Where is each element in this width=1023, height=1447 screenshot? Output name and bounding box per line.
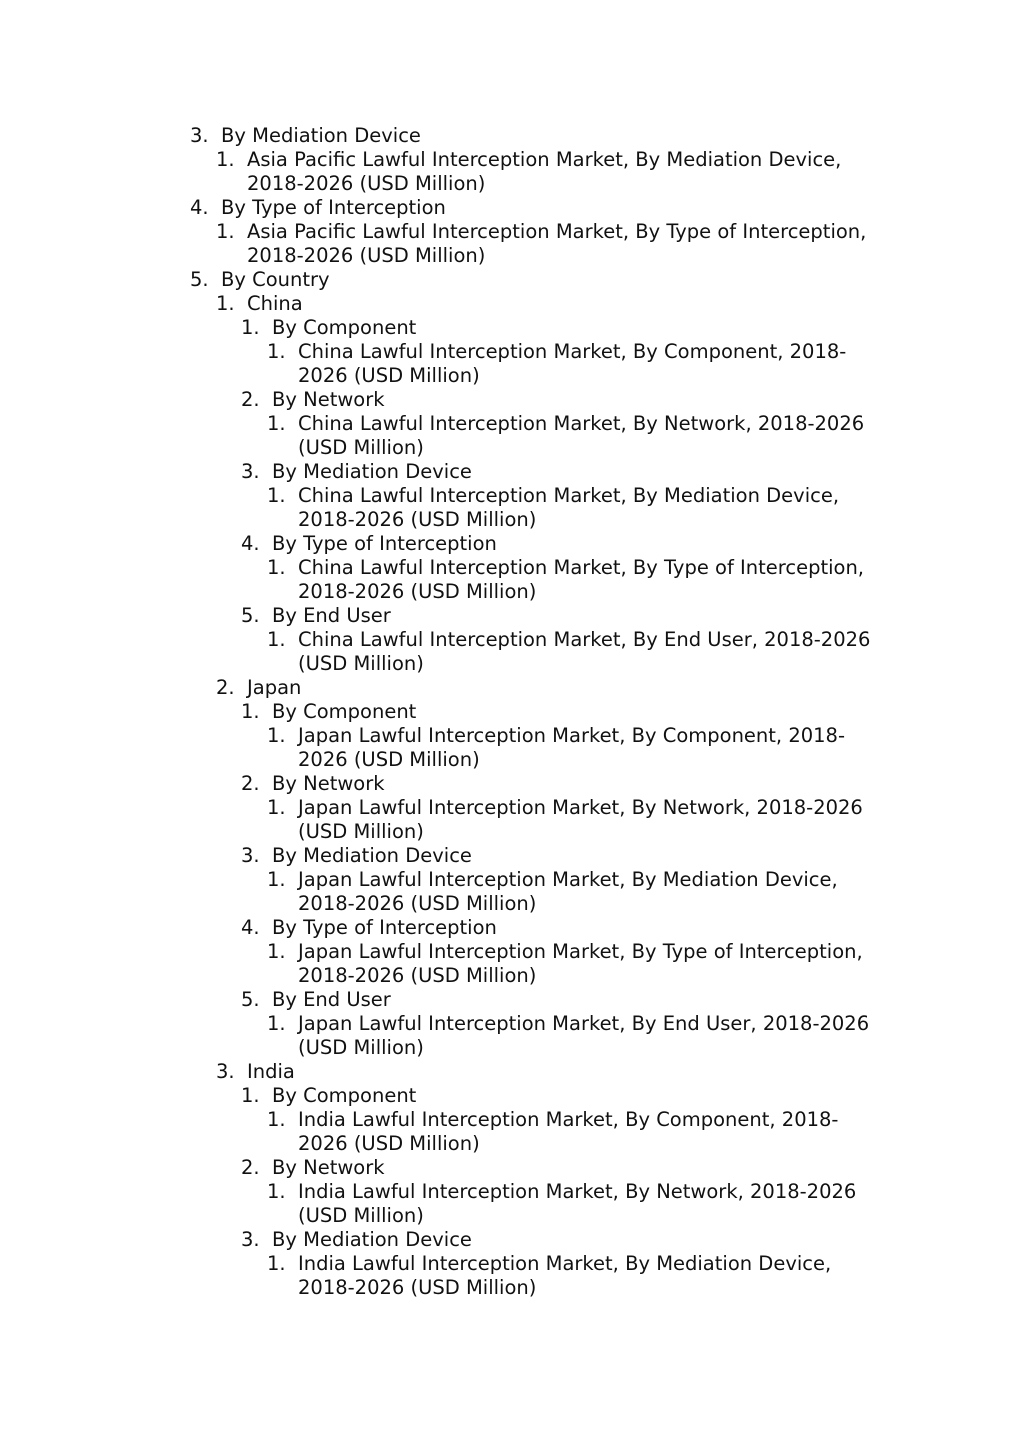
outline-item-text: 2026 (USD Million) [298,1132,480,1155]
outline-item-number: 1. [267,1108,286,1131]
outline-item-level-3 [0,412,1023,460]
outline-item-number: 1. [267,796,286,819]
outline-item-level-2 [0,388,1023,412]
outline-item-text: 2018-2026 (USD Million) [298,892,537,915]
outline-item-level-2 [0,772,1023,796]
outline-item-level-3 [0,1180,1023,1228]
outline-item-number: 3. [216,1060,235,1083]
outline-item-text: By Network [272,772,385,795]
outline-item-number: 5. [190,268,209,291]
outline-item-text: By Network [272,1156,385,1179]
outline-item-level-3 [0,940,1023,988]
outline-item-text: Japan Lawful Interception Market, By Network, 2018-2026 [298,796,863,819]
outline-item-number: 3. [241,460,260,483]
outline-item-text: Japan Lawful Interception Market, By Mediation Device, [298,868,838,891]
outline-item-number: 3. [190,124,209,147]
outline-item-text: 2026 (USD Million) [298,748,480,771]
outline-item-level-2 [0,532,1023,556]
outline-item-number: 1. [267,724,286,747]
outline-item-level-3 [0,556,1023,604]
outline-item-level-0 [0,124,1023,148]
outline-item-number: 3. [241,844,260,867]
table-of-contents-outline [0,124,1023,1300]
outline-item-level-3 [0,1012,1023,1060]
outline-item-level-2 [0,1084,1023,1108]
outline-item-level-1 [0,220,1023,268]
outline-item-number: 2. [241,1156,260,1179]
outline-item-text: By Country [221,268,330,291]
outline-item-text: India [247,1060,295,1083]
outline-item-number: 5. [241,604,260,627]
outline-item-number: 4. [190,196,209,219]
outline-item-text: By Network [272,388,385,411]
outline-item-level-3 [0,1252,1023,1300]
outline-item-level-3 [0,796,1023,844]
outline-item-number: 1. [267,1180,286,1203]
outline-item-level-2 [0,844,1023,868]
outline-item-text: By Mediation Device [221,124,421,147]
outline-item-level-2 [0,1228,1023,1252]
outline-item-text: (USD Million) [298,1204,424,1227]
outline-item-text: By Type of Interception [221,196,446,219]
outline-item-level-1 [0,676,1023,700]
outline-item-number: 4. [241,916,260,939]
outline-item-text: (USD Million) [298,820,424,843]
outline-item-number: 1. [216,148,235,171]
outline-item-level-0 [0,196,1023,220]
outline-item-text: By Component [272,1084,417,1107]
outline-item-number: 1. [267,340,286,363]
outline-item-level-3 [0,628,1023,676]
outline-item-level-1 [0,292,1023,316]
outline-item-text: By Component [272,700,417,723]
outline-item-level-3 [0,1108,1023,1156]
outline-item-text: Japan Lawful Interception Market, By Type of Interception, [298,940,863,963]
outline-item-level-2 [0,316,1023,340]
outline-item-text: China Lawful Interception Market, By End User, 2018-2026 [298,628,871,651]
outline-item-text: 2018-2026 (USD Million) [247,172,486,195]
outline-item-level-3 [0,868,1023,916]
outline-item-text: (USD Million) [298,652,424,675]
outline-item-number: 1. [267,412,286,435]
outline-item-level-1 [0,148,1023,196]
outline-item-text: By Component [272,316,417,339]
outline-item-text: China [247,292,303,315]
outline-item-text: 2018-2026 (USD Million) [298,1276,537,1299]
outline-item-text: China Lawful Interception Market, By Network, 2018-2026 [298,412,865,435]
outline-item-number: 5. [241,988,260,1011]
outline-item-level-2 [0,700,1023,724]
outline-item-number: 1. [267,1012,286,1035]
outline-item-text: By End User [272,988,391,1011]
outline-item-text: 2026 (USD Million) [298,364,480,387]
outline-item-level-3 [0,340,1023,388]
outline-item-text: India Lawful Interception Market, By Mediation Device, [298,1252,832,1275]
outline-item-number: 1. [241,700,260,723]
outline-item-text: Asia Pacific Lawful Interception Market, By Type of Interception, [247,220,867,243]
outline-item-number: 1. [241,1084,260,1107]
outline-item-text: By Type of Interception [272,532,497,555]
outline-item-text: 2018-2026 (USD Million) [298,508,537,531]
outline-item-number: 1. [267,940,286,963]
outline-item-text: 2018-2026 (USD Million) [298,580,537,603]
outline-item-number: 2. [241,388,260,411]
outline-item-number: 4. [241,532,260,555]
outline-item-text: India Lawful Interception Market, By Component, 2018- [298,1108,839,1131]
outline-item-number: 2. [241,772,260,795]
outline-item-level-1 [0,1060,1023,1084]
outline-item-text: By Mediation Device [272,844,472,867]
outline-item-text: Japan [247,676,302,699]
outline-item-number: 1. [267,556,286,579]
outline-item-level-3 [0,484,1023,532]
outline-item-level-2 [0,988,1023,1012]
outline-item-number: 2. [216,676,235,699]
outline-item-level-2 [0,916,1023,940]
outline-item-text: By Mediation Device [272,460,472,483]
outline-item-text: By End User [272,604,391,627]
outline-item-number: 1. [216,220,235,243]
outline-item-level-0 [0,268,1023,292]
outline-item-level-2 [0,604,1023,628]
outline-item-text: China Lawful Interception Market, By Mediation Device, [298,484,840,507]
outline-item-text: China Lawful Interception Market, By Component, 2018- [298,340,847,363]
outline-item-text: 2018-2026 (USD Million) [298,964,537,987]
outline-item-text: India Lawful Interception Market, By Network, 2018-2026 [298,1180,857,1203]
outline-item-number: 1. [267,628,286,651]
outline-item-number: 1. [216,292,235,315]
outline-item-level-2 [0,460,1023,484]
outline-item-text: By Type of Interception [272,916,497,939]
outline-item-text: Asia Pacific Lawful Interception Market, By Mediation Device, [247,148,842,171]
outline-item-level-2 [0,1156,1023,1180]
outline-item-text: China Lawful Interception Market, By Type of Interception, [298,556,865,579]
outline-item-text: By Mediation Device [272,1228,472,1251]
outline-item-number: 1. [267,484,286,507]
outline-item-number: 1. [267,1252,286,1275]
outline-item-number: 1. [241,316,260,339]
outline-item-level-3 [0,724,1023,772]
outline-item-number: 3. [241,1228,260,1251]
outline-item-text: Japan Lawful Interception Market, By Component, 2018- [298,724,845,747]
outline-item-text: (USD Million) [298,1036,424,1059]
outline-item-text: Japan Lawful Interception Market, By End User, 2018-2026 [298,1012,870,1035]
outline-item-text: 2018-2026 (USD Million) [247,244,486,267]
outline-item-number: 1. [267,868,286,891]
outline-item-text: (USD Million) [298,436,424,459]
